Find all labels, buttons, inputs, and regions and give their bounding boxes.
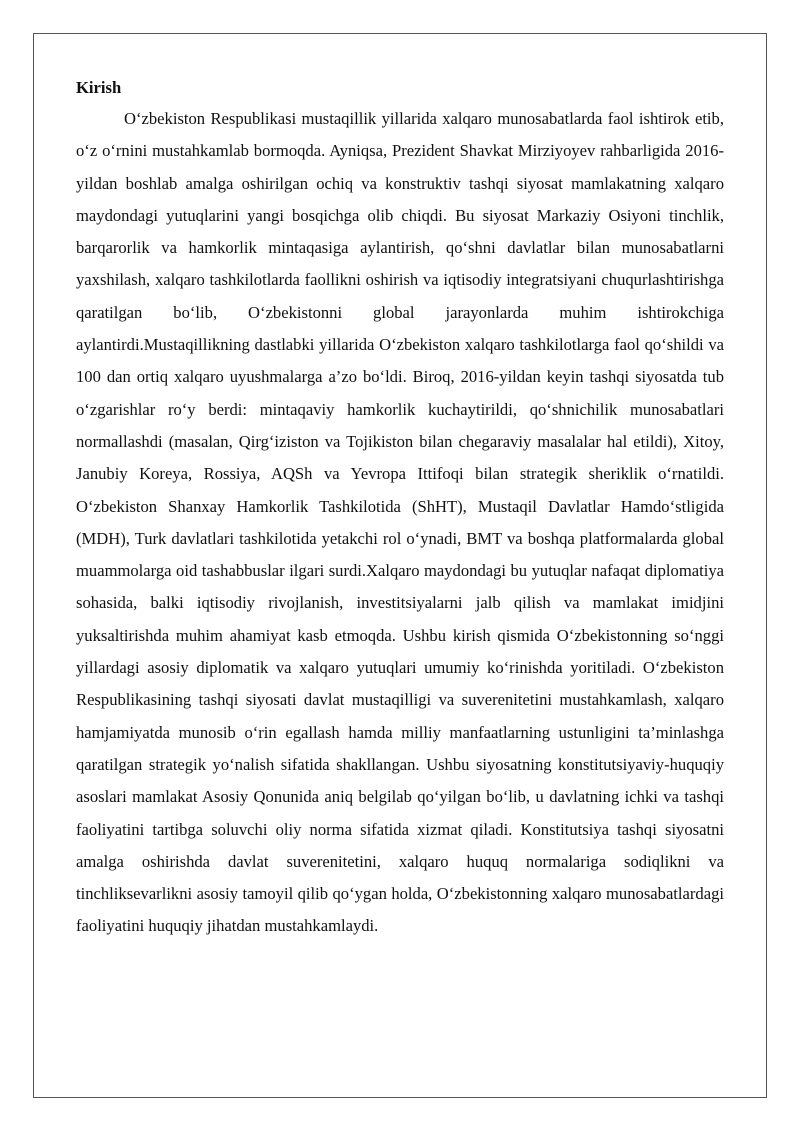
document-content (76, 73, 724, 943)
body-paragraph: O‘zbekiston Respublikasi mustaqillik yillarida xalqaro munosabatlarda faol ishtirok etib, o‘z o‘rnini mustahkamlab bormoqda. Ayniqsa, Prezident Shavkat Mirziyoyev rahbarligida 2016-yildan boshlab amalga oshirilgan ochiq va konstruktiv tashqi siyosat mamlakatning xalqaro maydondagi yutuqlarini yangi bosqichga olib chiqdi. Bu siyosat Markaziy Osiyoni tinchlik, barqarorlik va hamkorlik mintaqasiga aylantirish, qo‘shni davlatlar bilan munosabatlarni yaxshilash, xalqaro tashkilotlarda faollikni oshirish va iqtisodiy integratsiyani chuqurlashtirishga qaratilgan bo‘lib, O‘zbekistonni global jarayonlarda muhim ishtirokchiga aylantirdi.Mustaqillikning dastlabki yillarida O‘zbekiston xalqaro tashkilotlarga faol qo‘shildi va 100 dan ortiq xalqaro uyushmalarga a’zo bo‘ldi. Biroq, 2016-yildan keyin tashqi siyosatda tub o‘zgarishlar ro‘y berdi: mintaqaviy hamkorlik kuchaytirildi, qo‘shnichilik munosabatlari normallashdi (masalan, Qirg‘iziston va Tojikiston bilan chegaraviy masalalar hal etildi), Xitoy, Janubiy Koreya, Rossiya, AQSh va Yevropa Ittifoqi bilan strategik sheriklik o‘rnatildi. O‘zbekiston Shanxay Hamkorlik Tashkilotida (ShHT), Mustaqil Davlatlar Hamdo‘stligida (MDH), Turk davlatlari tashkilotida yetakchi rol o‘ynadi, BMT va boshqa platformalarda global muammolarga oid tashabbuslar ilgari surdi.Xalqaro maydondagi bu yutuqlar nafaqat diplomatiya sohasida, balki iqtisodiy rivojlanish, investitsiyalarni jalb qilish va mamlakat imidjini yuksaltirishda muhim ahamiyat kasb etmoqda. Ushbu kirish qismida O‘zbekistonning so‘nggi yillardagi asosiy diplomatik va xalqaro yutuqlari umumiy ko‘rinishda yoritiladi. O‘zbekiston Respublikasining tashqi siyosati davlat mustaqilligi va suverenitetini mustahkamlash, xalqaro hamjamiyatda munosib o‘rin egallash hamda milliy manfaatlarning ustunligini ta’minlashga qaratilgan strategik yo‘nalish sifatida shakllangan. Ushbu siyosatning konstitutsiyaviy-huquqiy asoslari mamlakat Asosiy Qonunida aniq belgilab qo‘yilgan bo‘lib, u davlatning ichki va tashqi faoliyatini tartibga soluvchi oliy norma sifatida xizmat qiladi. Konstitutsiya tashqi siyosatni amalga oshirishda davlat suverenitetini, xalqaro huquq normalariga sodiqlikni va tinchliksevarlikni asosiy tamoyil qilib qo‘ygan holda, O‘zbekistonning xalqaro munosabatlardagi faoliyatini huquqiy jihatdan mustahkamlaydi. (76, 109, 724, 936)
section-heading: Kirish (76, 78, 122, 97)
